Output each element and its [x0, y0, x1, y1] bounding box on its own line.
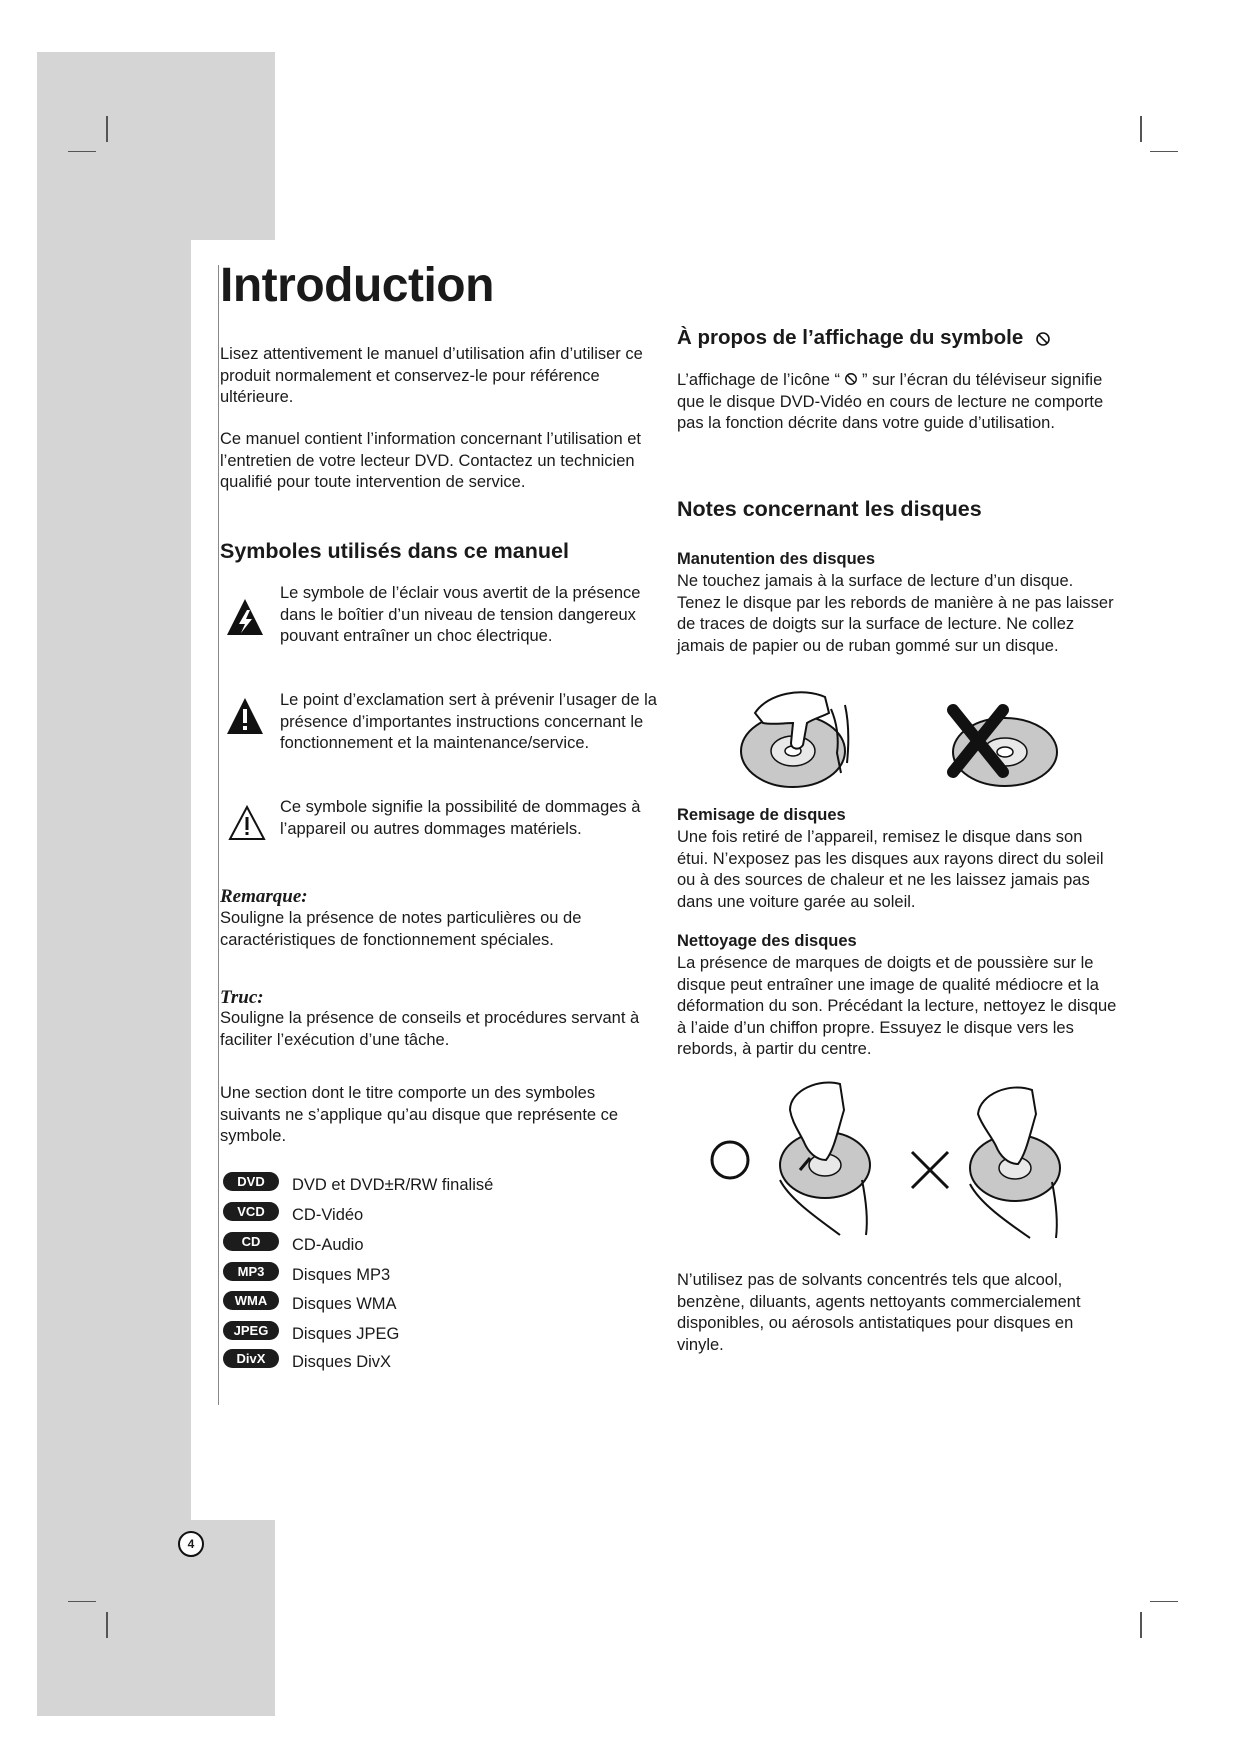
intro-paragraph-1: Lisez attentivement le manuel d’utilisation afin d’utiliser ce produit normalement et conservez-le pour référence ultérieure.	[220, 345, 643, 406]
disc-hold-correct-illustration	[733, 683, 863, 793]
wma-badge: WMA	[223, 1291, 279, 1310]
jpeg-label: Disques JPEG	[292, 1325, 400, 1343]
cleaning-heading: Nettoyage des disques	[677, 932, 857, 950]
crop-mark	[106, 116, 108, 142]
symbols-heading: Symboles utilisés dans ce manuel	[220, 539, 569, 563]
section-note: Une section dont le titre comporte un des symboles suivants ne s’applique qu’au disque que représente ce symbole.	[220, 1084, 619, 1145]
caution-triangle-icon	[228, 805, 266, 841]
dvd-badge: DVD	[223, 1172, 279, 1191]
crop-mark	[106, 1612, 108, 1638]
handling-heading: Manutention des disques	[677, 550, 876, 568]
divx-badge: DivX	[223, 1349, 279, 1368]
page-title: Introduction	[220, 259, 494, 312]
exclamation-warning-icon	[225, 696, 265, 736]
display-text-part-a: L’affichage de l’icône “	[677, 371, 840, 389]
caution-symbol-text: Ce symbole signifie la possibilité de dommages à l’appareil ou autres dommages matériels.	[280, 798, 641, 838]
crop-mark	[1140, 116, 1142, 142]
display-symbol-text	[677, 370, 1109, 435]
intro-paragraph-2: Ce manuel contient l’information concernant l’utilisation et l’entretien de votre lecteur DVD. Contactez un technicien qualifié pour toute intervention de service.	[220, 430, 641, 491]
wrong-cross-icon	[908, 1148, 952, 1192]
page-number-text: 4	[187, 1537, 195, 1551]
lightning-symbol-text: Le symbole de l’éclair vous avertit de la présence dans le boîtier d’un niveau de tension dangereux pouvant entraîner un choc électrique.	[280, 584, 641, 645]
crop-mark	[1140, 1612, 1142, 1638]
solvent-warning-text: N’utilisez pas de solvants concentrés tels que alcool, benzène, diluants, agents nettoyants commercialement disponibles, ou aérosols antistatiques pour disques en vinyle.	[677, 1271, 1081, 1354]
margin-band-top	[37, 52, 275, 240]
correct-circle-icon	[708, 1138, 752, 1182]
exclamation-symbol-text: Le point d’exclamation sert à prévenir l’usager de la présence d’importantes instructions concernant le fonctionnement et la maintenance/service.	[280, 691, 657, 752]
storage-heading: Remisage de disques	[677, 806, 846, 824]
remarque-heading: Remarque:	[220, 886, 308, 907]
display-symbol-heading-text: À propos de l’affichage du symbole	[677, 326, 1024, 349]
disc-hold-wrong-illustration	[943, 702, 1063, 792]
prohibited-icon	[844, 372, 858, 386]
disc-notes-heading: Notes concernant les disques	[677, 497, 982, 521]
cd-label: CD-Audio	[292, 1236, 364, 1254]
vcd-badge: VCD	[223, 1202, 279, 1221]
disc-wipe-wrong-illustration	[960, 1078, 1070, 1243]
mp3-badge: MP3	[223, 1262, 279, 1281]
wma-label: Disques WMA	[292, 1295, 397, 1313]
crop-mark	[68, 1601, 96, 1602]
jpeg-badge: JPEG	[223, 1321, 279, 1340]
column-rule	[218, 265, 219, 1405]
divx-label: Disques DivX	[292, 1353, 392, 1371]
handling-text: Ne touchez jamais à la surface de lecture d’un disque. Tenez le disque par les rebords de manière à ne pas laisser de traces de doigts sur la surface de lecture. Ne collez jamais de papier ou de ruban gommé sur un disque.	[677, 572, 1114, 655]
truc-text: Souligne la présence de conseils et procédures servant à faciliter l’exécution d’une tâche.	[220, 1009, 640, 1049]
crop-mark	[1150, 151, 1178, 152]
margin-band-bottom	[37, 1520, 275, 1716]
storage-text: Une fois retiré de l’appareil, remisez le disque dans son étui. N’exposez pas les disques aux rayons direct du soleil ou à des sources de chaleur et ne les laissez jamais pas dans une voiture garée au soleil.	[677, 828, 1104, 911]
margin-band-side	[37, 240, 191, 1520]
lightning-warning-icon	[225, 597, 265, 637]
display-symbol-heading	[677, 326, 1051, 350]
prohibited-icon	[1035, 331, 1051, 347]
crop-mark	[68, 151, 96, 152]
disc-wipe-correct-illustration	[770, 1070, 880, 1240]
mp3-label: Disques MP3	[292, 1266, 391, 1284]
crop-mark	[1150, 1601, 1178, 1602]
display-text-part-b: ” sur l’écran du téléviseur signifie que le disque DVD-Vidéo en cours de lecture ne comporte pas la fonction décrite dans votre guide d’utilisation.	[677, 371, 1104, 432]
cleaning-text: La présence de marques de doigts et de poussière sur le disque peut entraîner une image de qualité médiocre et la déformation du son. Précédant la lecture, nettoyez le disque à l’aide d’un chiffon propre. Essuyez le disque vers les rebords, à partir du centre.	[677, 954, 1117, 1058]
dvd-label: DVD et DVD±R/RW finalisé	[292, 1176, 494, 1194]
truc-heading: Truc:	[220, 987, 264, 1008]
page-number	[178, 1531, 204, 1557]
remarque-text: Souligne la présence de notes particulières ou de caractéristiques de fonctionnement spéciales.	[220, 909, 582, 949]
cd-badge: CD	[223, 1232, 279, 1251]
vcd-label: CD-Vidéo	[292, 1206, 364, 1224]
